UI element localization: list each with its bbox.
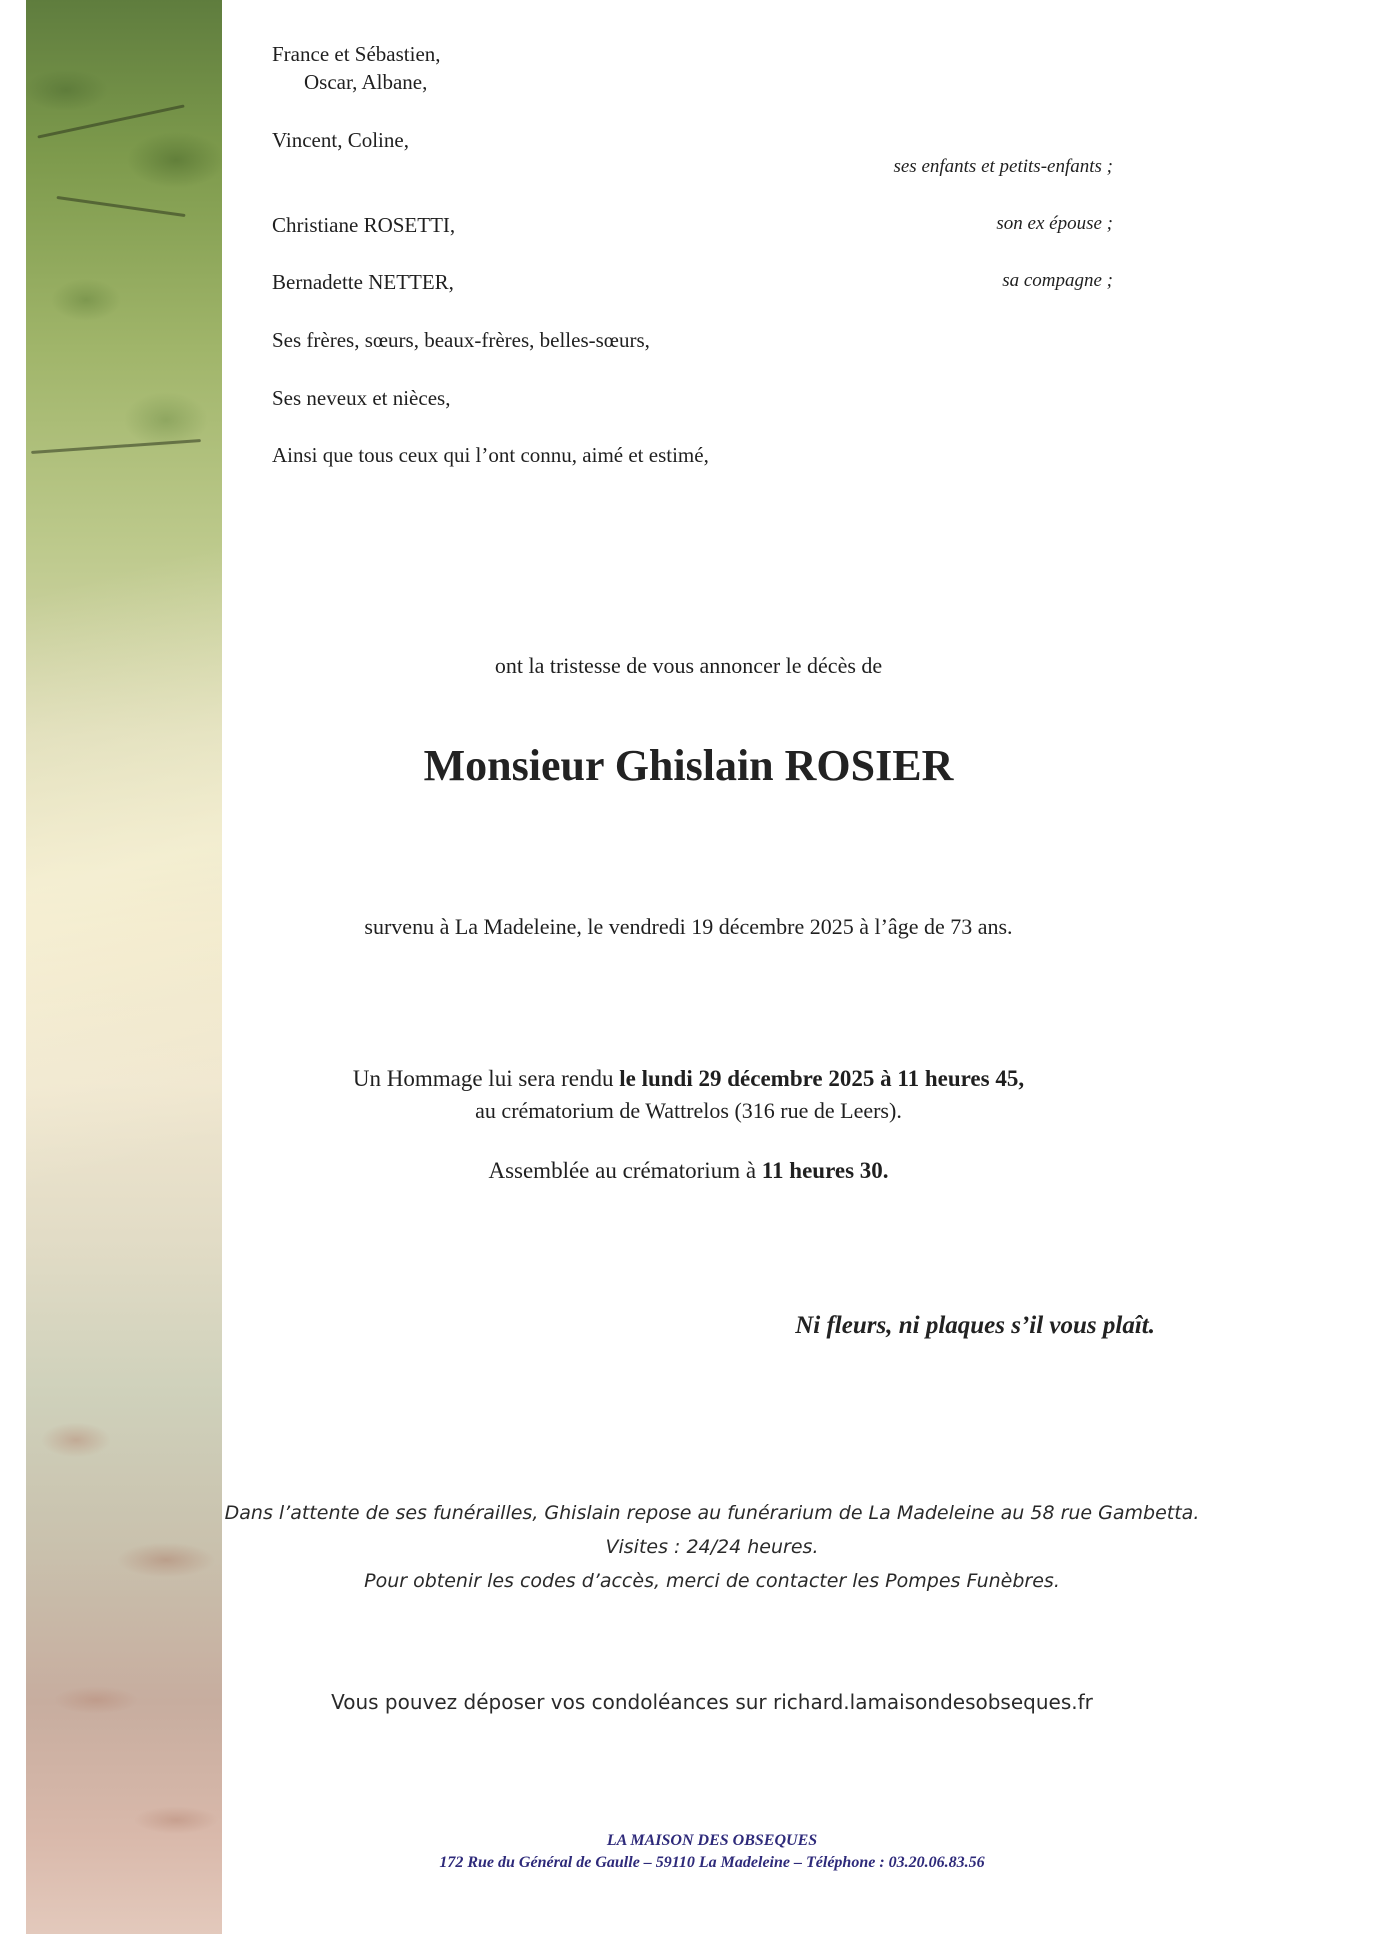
ceremony-date-time: le lundi 29 décembre 2025 à 11 heures 45,: [619, 1066, 1025, 1091]
deceased-name: Monsieur Ghislain ROSIER: [423, 741, 954, 790]
family-line-6: Ses frères, sœurs, beaux-frères, belles-sœurs,: [272, 328, 650, 352]
family-line-8: Ainsi que tous ceux qui l’ont connu, aimé et estimé,: [272, 443, 709, 467]
family-line-3: Vincent, Coline,: [272, 128, 409, 152]
family-role-1: ses enfants et petits-enfants ;: [893, 156, 1113, 177]
ceremony-intro: Un Hommage lui sera rendu: [352, 1066, 614, 1091]
announcement-text: ont la tristesse de vous annoncer le décès de: [494, 653, 883, 678]
family-role-2: son ex épouse ;: [996, 213, 1113, 234]
access-codes-note: Pour obtenir les codes d’accès, merci de contacter les Pompes Funèbres.: [364, 1570, 1060, 1592]
assembly-intro: Assemblée au crématorium à: [488, 1158, 757, 1183]
ceremony-place: au crématorium de Wattrelos (316 rue de Leers).: [475, 1098, 902, 1123]
condolences-text: Vous pouvez déposer vos condoléances sur richard.lamaisondesobseques.fr: [331, 1690, 1093, 1714]
assembly-time: 11 heures 30.: [761, 1158, 889, 1183]
family-line-7: Ses neveux et nièces,: [272, 386, 451, 410]
family-line-2: Oscar, Albane,: [304, 70, 428, 94]
family-line-1: France et Sébastien,: [272, 42, 441, 66]
funerarium-note: Dans l’attente de ses funérailles, Ghislain repose au funérarium de La Madeleine au 58 rue Gambetta.: [224, 1502, 1200, 1524]
forest-border-image: [26, 0, 222, 1934]
flowers-wish: Ni fleurs, ni plaques s’il vous plaît.: [795, 1312, 1155, 1339]
assembly-line: [0, 1158, 1377, 1184]
visits-note: Visites : 24/24 heures.: [605, 1536, 819, 1558]
footer-address: 172 Rue du Général de Gaulle – 59110 La Madeleine – Téléphone : 03.20.06.83.56: [439, 1854, 985, 1871]
family-line-5: Bernadette NETTER,: [272, 270, 454, 294]
family-role-3: sa compagne ;: [1002, 270, 1113, 291]
family-line-4: Christiane ROSETTI,: [272, 213, 456, 237]
death-info: survenu à La Madeleine, le vendredi 19 décembre 2025 à l’âge de 73 ans.: [364, 914, 1013, 939]
ceremony-line-1: [0, 1066, 1377, 1092]
footer-company: LA MAISON DES OBSEQUES: [606, 1832, 818, 1849]
